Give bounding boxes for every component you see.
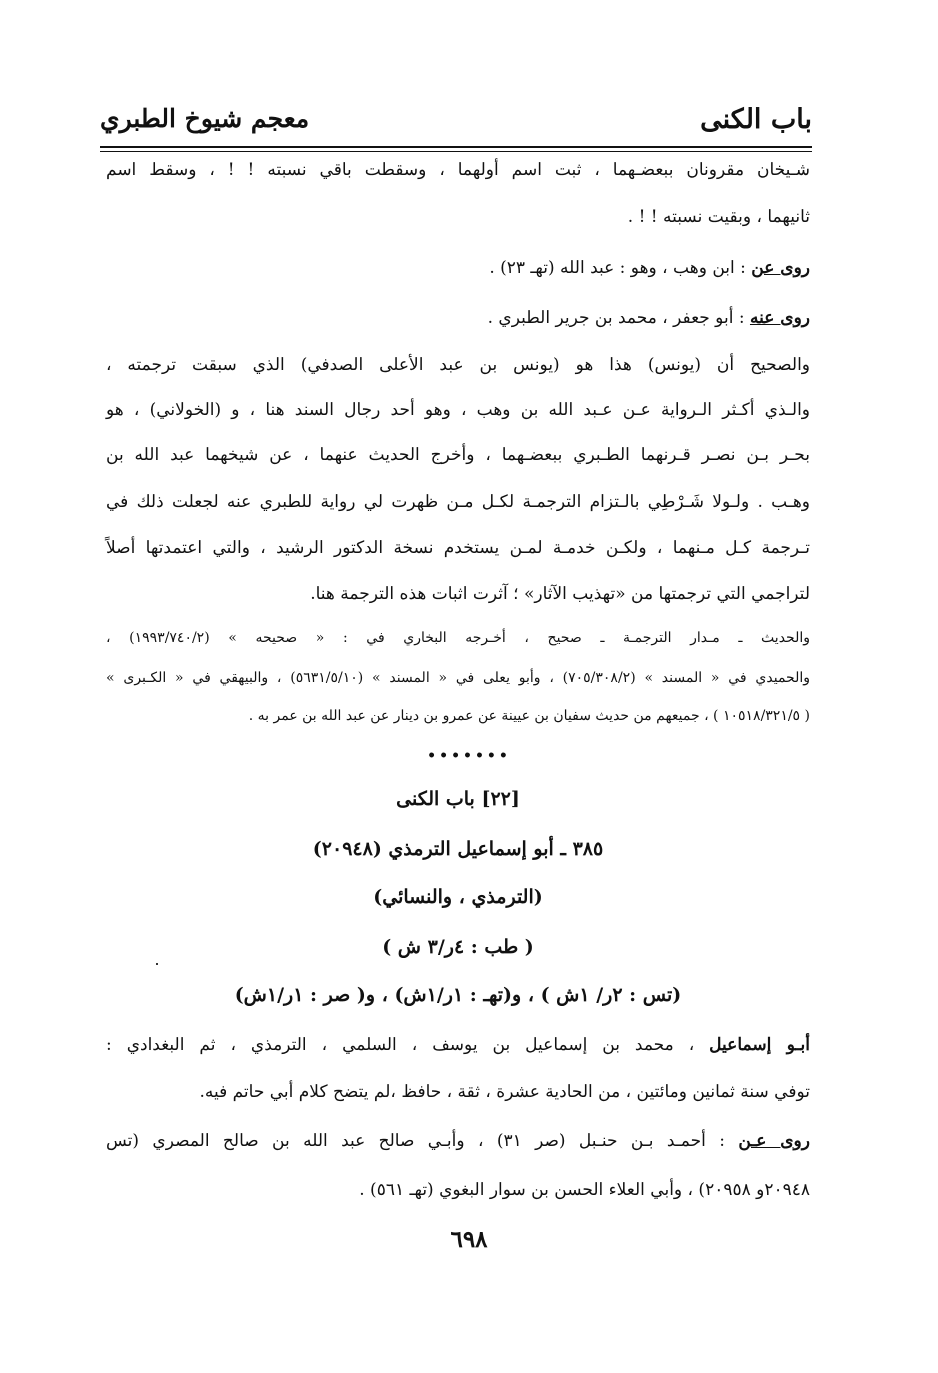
narrated-by-line <box>106 308 810 328</box>
footnote-line-3: ( ١٠٥١٨/٣٢١/٥ ) ، جميعهم من حديث سفيان بن عيينة عن عمرو بن دينار عن عبد الله بن عمر به . <box>248 708 810 724</box>
bio-line-1 <box>106 1035 810 1055</box>
entry-narrated-from-text: : أحمـد بـن حنـبل (صر ٣١) ، وأبـي صالح عبد الله بن صالح المصري (تس <box>106 1131 739 1151</box>
narrated-from-label: روى عن <box>751 258 810 278</box>
header-section-title: باب الكنى <box>700 104 812 135</box>
bio-line-2: توفي سنة ثمانين ومائتين ، من الحادية عشرة ، ثقة ، حافظ ،لم يتضح كلام أبي حاتم فيه. <box>199 1082 810 1102</box>
main-paragraph-line-2: والـذي أكـثر الـرواية عـن عـبد الله بن وهب ، وهو أحد رجال السند هنا ، و (الخولاني) ، هو <box>106 400 810 420</box>
narrated-by-label: روى عنه <box>749 308 810 328</box>
entry-narrated-from-line-2: ٢٠٩٤٨و ٢٠٩٥٨) ، وأبي العلاء الحسن بن سوار البغوي (تهـ ٥٦١) . <box>359 1180 810 1200</box>
top-paragraph-line-2: ثانيهما ، وبقيت نسبته ! ! . <box>627 207 810 227</box>
main-paragraph-line-1: والصحيح أن (يونس) هذا هو (يونس بن عبد الأعلى الصدفي) الذي سبقت ترجمته ، <box>106 355 810 375</box>
footnote-line-2: والحميدي في « المسند » (٧٠٥/٣٠٨/٢) ، وأبو يعلى في « المسند » (٥٦٣١/٥/١٠) ، والبيهقي في « الكـبرى » <box>106 670 810 686</box>
header-book-title: معجم شيوخ الطبري <box>100 104 310 133</box>
footnote-line-1: والحديث ـ مـدار الترجمـة ـ صحيح ، أخـرجه البخاري في : « صحيحه » (١٩٩٣/٧٤٠/٢) ، <box>106 630 811 646</box>
narrated-from-line <box>106 258 810 278</box>
entry-narrated-from-label: روى عـن <box>738 1131 810 1151</box>
main-paragraph-line-4: وهـب . ولـولا شَـرْطِي بالـتزام الترجمـة لكـل مـن ظهرت لي رواية للطبري عنه لجعلت ذلك في <box>106 492 810 512</box>
narrated-by-text: : أبو جعفر ، محمد بن جرير الطبري . <box>487 308 750 328</box>
main-paragraph-line-5: تـرجمة كـل مـنهما ، ولكـن خدمـة لمـن يستخدم نسخة الدكتور الرشيد ، والتي اعتمدتها أصلاً <box>106 538 810 558</box>
entry-ref-tabari: ( طب : ٤ر/٣ ش ) <box>382 936 534 958</box>
entry-ref-others: (تس : ٢ر/ ١ش ) ، و(تهـ : ١ر/١ش) ، و( صر : ١ر/١ش) <box>234 984 682 1006</box>
entry-nisba: (الترمذي ، والنسائي) <box>373 886 543 908</box>
bio-line-1-text: ، محمد بن إسماعيل بن يوسف ، السلمي ، الترمذي ، ثم البغدادي : <box>106 1035 710 1055</box>
main-paragraph-line-6: لتراجمي التي ترجمتها من «تهذيب الآثار» ؛ آثرت اثبات هذه الترجمة هنا. <box>310 584 810 604</box>
entry-title: ٣٨٥ ـ أبو إسماعيل الترمذي (٢٠٩٤٨) <box>312 838 604 860</box>
chapter-heading: [٢٢] باب الكنى <box>396 788 520 810</box>
header-rule-thin <box>100 151 812 152</box>
scan-speck <box>156 963 158 965</box>
entry-narrated-from-line-1 <box>106 1131 810 1151</box>
running-header <box>100 96 812 144</box>
bio-label: أبـو إسماعيل <box>709 1035 810 1055</box>
main-paragraph-line-3: بحـر بـن نصـر قـرنهما الطـبري ببعضـهما ، وأخرج الحديث عنهما ، عن شيخهما عبد الله بن <box>106 445 810 465</box>
page-number: ٦٩٨ <box>450 1226 488 1253</box>
section-separator: ••••••• <box>427 748 511 764</box>
narrated-from-text: : ابن وهب ، وهو : عبد الله (تهـ ٢٣) . <box>489 258 752 278</box>
header-rule <box>100 146 812 148</box>
top-paragraph-line-1: شـيخان مقرونان ببعضـهما ، ثبت اسم أولهما ، وسقطت باقي نسبته ! ! ، وسقط اسم <box>106 160 810 180</box>
